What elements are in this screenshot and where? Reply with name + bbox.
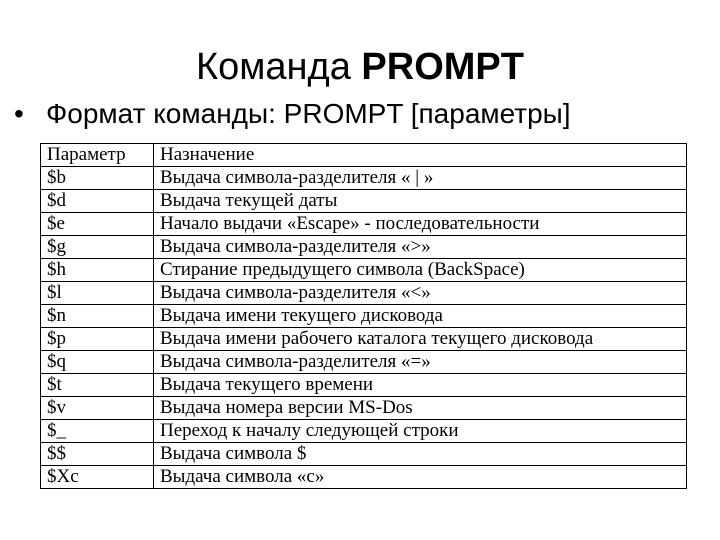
param-purpose: Выдача символа $	[154, 443, 687, 466]
param-purpose: Переход к началу следующей строки	[154, 420, 687, 443]
param-code: $$	[41, 443, 154, 466]
param-purpose: Выдача символа-разделителя «<»	[154, 282, 687, 305]
table-row	[41, 167, 687, 190]
table-row	[41, 328, 687, 351]
param-code: $_	[41, 420, 154, 443]
param-code: $b	[41, 167, 154, 190]
param-code: $h	[41, 259, 154, 282]
table-row	[41, 190, 687, 213]
param-purpose: Начало выдачи «Escape» - последовательности	[154, 213, 687, 236]
param-purpose: Выдача символа-разделителя «=»	[154, 351, 687, 374]
table-row	[41, 305, 687, 328]
param-code: $d	[41, 190, 154, 213]
table-row	[41, 466, 687, 489]
param-code: $v	[41, 397, 154, 420]
param-purpose: Выдача имени текущего дисковода	[154, 305, 687, 328]
bullet-text: Формат команды: PROMPT [параметры]	[46, 98, 571, 129]
param-code: $n	[41, 305, 154, 328]
param-purpose: Стирание предыдущего символа (BackSpace)	[154, 259, 687, 282]
table-row	[41, 351, 687, 374]
param-code: $l	[41, 282, 154, 305]
bullet-item	[14, 96, 571, 132]
table-row	[41, 213, 687, 236]
param-purpose: Выдача номера версии MS-Dos	[154, 397, 687, 420]
param-code: $q	[41, 351, 154, 374]
table-row	[41, 259, 687, 282]
param-purpose: Выдача символа-разделителя «>»	[154, 236, 687, 259]
slide-title	[0, 44, 720, 90]
title-prefix: Команда	[196, 46, 351, 88]
param-code: $Xc	[41, 466, 154, 489]
table-row	[41, 420, 687, 443]
title-command: PROMPT	[361, 46, 524, 88]
param-code: $e	[41, 213, 154, 236]
table-row	[41, 443, 687, 466]
param-code: $t	[41, 374, 154, 397]
param-purpose: Выдача текущей даты	[154, 190, 687, 213]
param-purpose: Выдача символа «c»	[154, 466, 687, 489]
table-row	[41, 282, 687, 305]
table-row	[41, 374, 687, 397]
param-purpose: Выдача текущего времени	[154, 374, 687, 397]
header-purpose: Назначение	[154, 144, 687, 167]
param-code: $g	[41, 236, 154, 259]
param-code: $p	[41, 328, 154, 351]
table-row	[41, 397, 687, 420]
table-row	[41, 236, 687, 259]
param-purpose: Выдача имени рабочего каталога текущего дисковода	[154, 328, 687, 351]
header-parameter: Параметр	[41, 144, 154, 167]
bullet-marker: •	[14, 98, 24, 129]
table-header-row	[41, 144, 687, 167]
parameters-table	[40, 143, 687, 489]
param-purpose: Выдача символа-разделителя « | »	[154, 167, 687, 190]
